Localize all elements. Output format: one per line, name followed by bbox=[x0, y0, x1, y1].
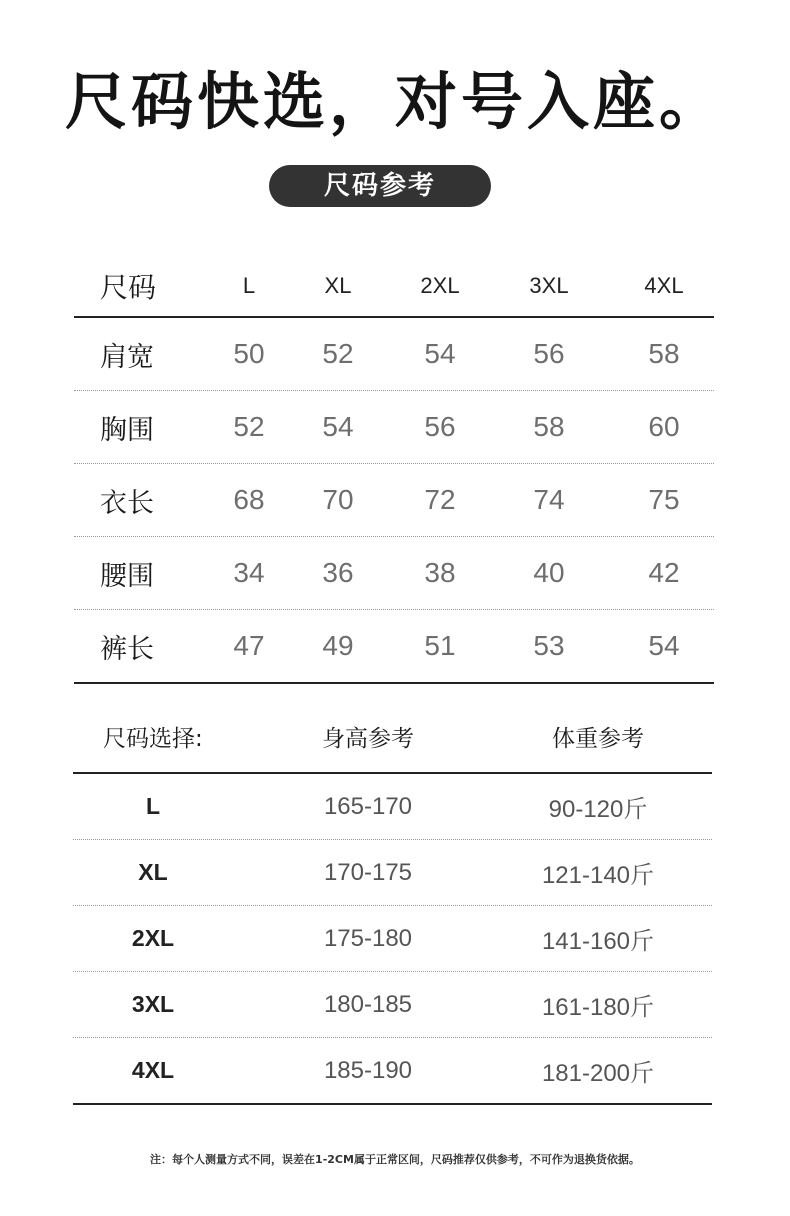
weight-cell: 141-160斤 bbox=[541, 928, 655, 955]
table-cell: 56 bbox=[533, 338, 565, 369]
weight-cell: 121-140斤 bbox=[541, 862, 655, 889]
table-row bbox=[74, 610, 714, 684]
table-cell: 40 bbox=[533, 557, 565, 588]
weight-cell: 181-200斤 bbox=[541, 1060, 655, 1087]
size-header-l: L bbox=[242, 273, 256, 298]
height-cell: 165-170 bbox=[323, 792, 413, 820]
size-chart-header-row bbox=[74, 256, 714, 318]
size-header-4xl: 4XL bbox=[644, 273, 684, 298]
height-cell: 175-180 bbox=[323, 924, 413, 952]
section-label-pill: 尺码参考 bbox=[269, 165, 491, 207]
table-cell: 49 bbox=[322, 630, 354, 661]
table-cell: 36 bbox=[322, 557, 354, 588]
page-title: 尺码快选，对号入座。 bbox=[64, 65, 725, 138]
table-cell: 52 bbox=[322, 338, 354, 369]
size-cell: L bbox=[145, 793, 161, 819]
table-cell: 50 bbox=[233, 338, 265, 369]
table-cell: 53 bbox=[533, 630, 565, 661]
header-weight-reference: 体重参考 bbox=[552, 725, 644, 752]
table-row bbox=[74, 318, 714, 391]
size-chart-table bbox=[74, 256, 714, 684]
header-size-selection: 尺码选择: bbox=[103, 725, 203, 752]
table-row bbox=[74, 464, 714, 537]
weight-cell: 90-120斤 bbox=[548, 796, 648, 823]
table-cell: 54 bbox=[648, 630, 680, 661]
table-cell: 38 bbox=[424, 557, 456, 588]
size-chart-header-label: 尺码 bbox=[100, 271, 157, 304]
size-selection-table bbox=[73, 700, 712, 1105]
table-cell: 74 bbox=[533, 484, 565, 515]
table-cell: 70 bbox=[322, 484, 354, 515]
size-selection-header-row bbox=[73, 700, 712, 774]
row-label: 腰围 bbox=[100, 560, 154, 592]
table-cell: 58 bbox=[533, 411, 565, 442]
table-row bbox=[74, 537, 714, 610]
table-cell: 75 bbox=[648, 484, 680, 515]
table-row bbox=[73, 774, 712, 840]
disclaimer-note: 注：每个人测量方式不同，误差在1-2CM属于正常区间，尺码推荐仅供参考，不可作为退换货依据。 bbox=[150, 1153, 640, 1166]
table-cell: 34 bbox=[233, 557, 265, 588]
weight-cell: 161-180斤 bbox=[541, 994, 655, 1021]
height-cell: 185-190 bbox=[323, 1056, 413, 1084]
size-cell: 2XL bbox=[131, 925, 175, 951]
size-header-xl: XL bbox=[324, 273, 352, 298]
header-height-reference: 身高参考 bbox=[322, 725, 414, 752]
table-row bbox=[73, 840, 712, 906]
size-cell: 3XL bbox=[131, 991, 175, 1017]
size-header-3xl: 3XL bbox=[529, 273, 569, 298]
table-cell: 52 bbox=[233, 411, 265, 442]
table-row bbox=[73, 972, 712, 1038]
row-label: 裤长 bbox=[100, 633, 154, 665]
table-cell: 54 bbox=[322, 411, 354, 442]
table-cell: 47 bbox=[233, 630, 265, 661]
table-row bbox=[73, 906, 712, 972]
table-cell: 58 bbox=[648, 338, 680, 369]
row-label: 胸围 bbox=[100, 414, 154, 446]
size-cell: XL bbox=[138, 859, 168, 885]
table-cell: 51 bbox=[424, 630, 456, 661]
height-cell: 180-185 bbox=[323, 990, 413, 1018]
table-row bbox=[73, 1038, 712, 1105]
table-cell: 68 bbox=[233, 484, 265, 515]
table-cell: 42 bbox=[648, 557, 680, 588]
table-row bbox=[74, 391, 714, 464]
table-cell: 60 bbox=[648, 411, 680, 442]
table-cell: 54 bbox=[424, 338, 456, 369]
row-label: 肩宽 bbox=[100, 341, 154, 373]
row-label: 衣长 bbox=[100, 487, 154, 519]
size-cell: 4XL bbox=[131, 1057, 175, 1083]
height-cell: 170-175 bbox=[323, 858, 413, 886]
size-header-2xl: 2XL bbox=[420, 273, 460, 298]
table-cell: 72 bbox=[424, 484, 456, 515]
table-cell: 56 bbox=[424, 411, 456, 442]
